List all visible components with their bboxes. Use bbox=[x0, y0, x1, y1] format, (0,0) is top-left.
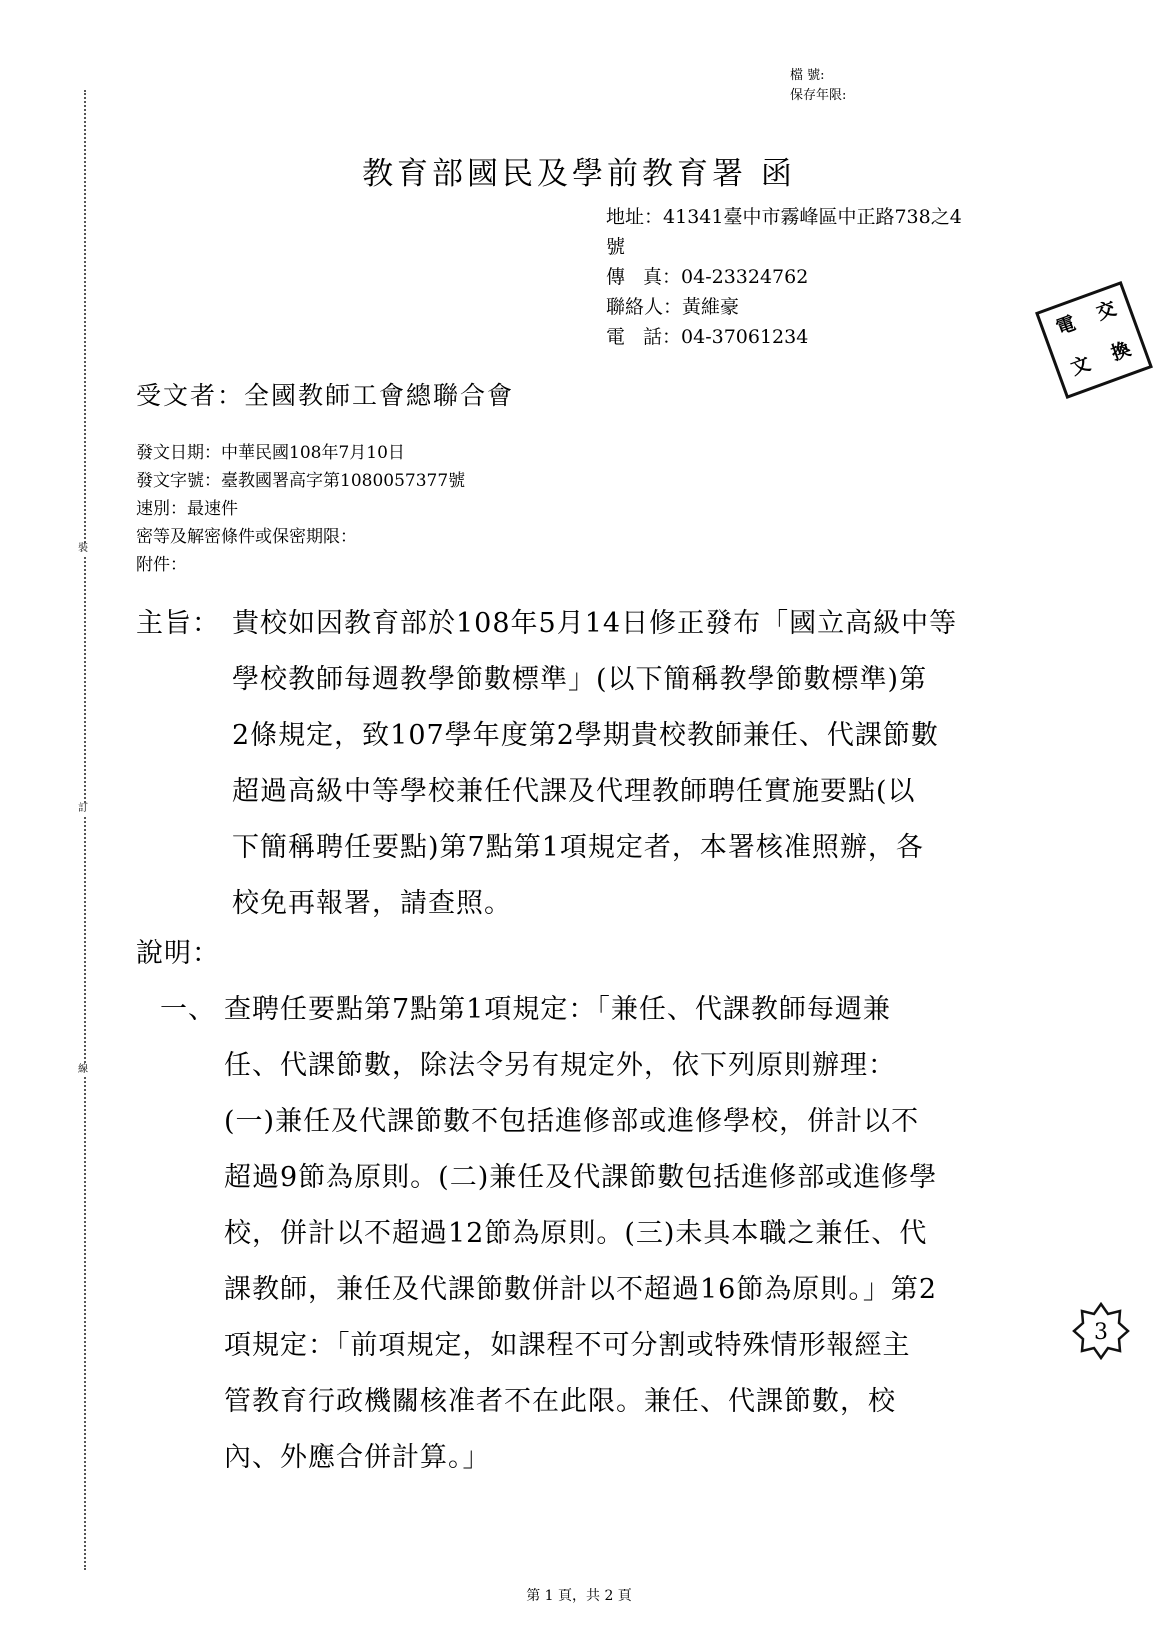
binding-mark-xian: 線 bbox=[78, 1064, 88, 1075]
recipient: 受文者：全國教師工會總聯合會 bbox=[136, 381, 515, 410]
item-line: 超過9節為原則。(二)兼任及代課節數包括進修部或進修學 bbox=[224, 1162, 938, 1193]
subject-line: 下簡稱聘任要點)第7點第1項規定者，本署核准照辦，各 bbox=[232, 832, 924, 863]
issue-date: 發文日期：中華民國108年7月10日 bbox=[136, 443, 405, 463]
phone-value: 04-37061234 bbox=[681, 326, 809, 348]
contact-label: 聯絡人 bbox=[606, 296, 664, 318]
fax-value: 04-23324762 bbox=[681, 266, 809, 288]
attachment: 附件： bbox=[136, 555, 187, 575]
retention-period-label: 保存年限: bbox=[790, 88, 847, 103]
binding-line bbox=[84, 90, 86, 1570]
subject-line: 學校教師每週教學節數標準」(以下簡稱教學節數標準)第 bbox=[232, 664, 928, 695]
item-line: 管教育行政機關核准者不在此限。兼任、代課節數，校 bbox=[224, 1386, 896, 1417]
file-meta bbox=[790, 66, 846, 106]
item-line: 課教師，兼任及代課節數併計以不超過16節為原則。」第2 bbox=[224, 1274, 938, 1305]
item-line: 項規定：「前項規定，如課程不可分割或特殊情形報經主 bbox=[224, 1330, 911, 1361]
item-line: (一)兼任及代課節數不包括進修部或進修學校，併計以不 bbox=[224, 1106, 920, 1137]
page-count-badge bbox=[1072, 1302, 1130, 1360]
badge-number: 3 bbox=[1094, 1320, 1108, 1345]
explanation-heading bbox=[136, 926, 220, 982]
subject-line: 超過高級中等學校兼任代課及代理教師聘任實施要點(以 bbox=[232, 776, 916, 807]
item-line: 任、代課節數，除法令另有規定外，依下列原則辦理： bbox=[224, 1050, 896, 1081]
subject-line: 2條規定，致107學年度第2學期貴校教師兼任、代課節數 bbox=[232, 720, 939, 751]
document-number: 發文字號：臺教國署高字第1080057377號 bbox=[136, 471, 466, 491]
subject-line: 校免再報署，請查照。 bbox=[232, 888, 512, 919]
file-number-label: 檔 號: bbox=[790, 68, 825, 83]
item-line: 內、外應合併計算。」 bbox=[224, 1442, 491, 1473]
binding-mark-zhuang: 裝 bbox=[78, 543, 88, 554]
binding-mark-ding: 訂 bbox=[78, 803, 88, 814]
subject-lead: 主旨： bbox=[136, 608, 220, 639]
item-line: 查聘任要點第7點第1項規定：「兼任、代課教師每週兼 bbox=[224, 994, 891, 1025]
explanation-item-1 bbox=[160, 982, 937, 1486]
subject-paragraph bbox=[136, 596, 957, 932]
address-value: 41341臺中市霧峰區中正路738之4 bbox=[663, 206, 962, 228]
item-line: 校，併計以不超過12節為原則。(三)未具本職之兼任、代 bbox=[224, 1218, 928, 1249]
address-label: 地址 bbox=[606, 206, 645, 228]
delivery-speed: 速別：最速件 bbox=[136, 499, 238, 519]
fax-label: 傳 真 bbox=[606, 266, 662, 288]
document-meta bbox=[136, 439, 465, 579]
page-footer: 第 1 頁，共 2 頁 bbox=[526, 1588, 632, 1604]
subject-line: 貴校如因教育部於108年5月14日修正發布「國立高級中等 bbox=[232, 608, 958, 639]
electronic-exchange-seal bbox=[1035, 281, 1153, 399]
document-title: 教育部國民及學前教育署 函 bbox=[362, 156, 796, 192]
item-lead: 一、 bbox=[160, 994, 216, 1025]
phone-label: 電 話 bbox=[606, 326, 662, 348]
seal-char: 文 bbox=[1067, 352, 1094, 380]
explanation-heading-text: 說明： bbox=[136, 938, 220, 969]
seal-char: 換 bbox=[1108, 337, 1134, 366]
contact-value: 黃維豪 bbox=[682, 296, 740, 318]
seal-char: 交 bbox=[1093, 297, 1120, 325]
secrecy-level: 密等及解密條件或保密期限： bbox=[136, 527, 357, 547]
seal-char: 電 bbox=[1053, 312, 1079, 340]
address-value-cont: 號 bbox=[606, 236, 626, 258]
sender-info: 地址 ： 41341臺中市霧峰區中正路738之4 號 傳 真 ： 04-23324762 聯絡人 ： 黃維豪 電 話 ： 04-37061234 bbox=[606, 202, 1006, 352]
